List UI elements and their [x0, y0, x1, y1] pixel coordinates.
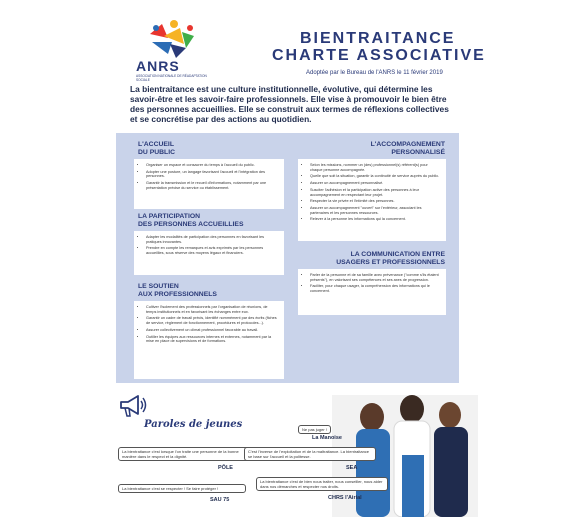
- page-title-line1: BIENTRAITANCE: [300, 30, 456, 47]
- list-item: • Assurer collectivement un climat professionnel favorable au travail.: [146, 328, 278, 333]
- list-item: • Prendre en compte les remarques et avis exprimés par les personnes accueillies, sous réserve des moyens légaux et financiers.: [146, 246, 278, 255]
- card-soutien: [134, 301, 284, 379]
- list-item: • Organiser un espace et consacrer du temps à l'accueil du public.: [146, 163, 278, 168]
- intro-paragraph: La bientraitance est une culture institutionnelle, évolutive, qui détermine les savoir-être et les savoir-faire professionnels. Elle vise à promouvoir le bien être des personnes accueillies. Elle se construit aux termes de réflexions collectives et se concrétise par des actions au quotidien.: [130, 84, 449, 124]
- quote-author: La Manoise: [312, 435, 342, 441]
- quote-author: CHRS l'Airial: [328, 495, 362, 501]
- list-item: • Garantir un cadre de travail précis, identifié nommément par des écrits (fiches de service, règlement de fonctionnement, procédures et protocoles...).: [146, 316, 278, 325]
- list-item: • Assurer un accompagnement personnalisé.: [310, 181, 440, 186]
- megaphone-icon: [118, 393, 148, 419]
- list-item: • Adapter les modalités de participation des personnes en favorisant les pratiques innovantes.: [146, 235, 278, 244]
- list-item: • Adopter une posture, un langage favorisant l'accueil et l'intégration des personnes.: [146, 170, 278, 179]
- list-item: • Cultiver l'isolement des professionnels par l'organisation de réunions, de temps institutionnels et en favorisant les échanges entre eux.: [146, 305, 278, 314]
- quote-bubble: Ne pas juger !: [298, 425, 331, 434]
- paroles-title: Paroles de jeunes: [144, 419, 243, 430]
- list-item: • Assurer un accompagnement "ouvert" sur l'extérieur, associant les partenaires et les personnes ressources.: [310, 206, 440, 215]
- list-item: • Respecter la vie privée et l'intimité des personnes.: [310, 199, 440, 204]
- card-participation: [134, 231, 284, 275]
- quote-author: SAU 75: [210, 497, 230, 503]
- logo-subtitle: ASSOCIATION NATIONALE DE RÉADAPTATION SOCIALE: [136, 74, 207, 82]
- adoption-date: Adoptée par le Bureau de l'ANRS le 11 février 2019: [306, 70, 443, 76]
- list-item: • Garantir la transmission et le recueil d'informations, notamment par une présentation précise du service ou établissement.: [146, 181, 278, 190]
- list-item: • Outiller les équipes aux ressources internes et externes, notamment par la mise en place de supervisions et de formations.: [146, 335, 278, 344]
- list-item: • Relever à la personne les informations qui la concernent.: [310, 217, 440, 222]
- section-title-communication: LA COMMUNICATION ENTRE USAGERS ET PROFESSIONNELS: [336, 251, 445, 266]
- list-item: • Selon les missions, nommer un (des) professionnel(s) référent(s) pour chaque personne accompagnée.: [310, 163, 440, 172]
- quote-bubble: La bientraitance c'est se respecter ! Se faire protéger !: [118, 484, 246, 493]
- quote-author: SEA: [346, 465, 358, 471]
- list-item: • Susciter l'adhésion et la participation active des personnes à leur accompagnement en respectant leur projet.: [310, 188, 440, 197]
- section-title-accueil: L'ACCUEIL DU PUBLIC: [138, 141, 176, 156]
- list-item: • Parler de la personne et de sa famille avec prévenance ("comme s'ils étaient présents"), en valorisant ses compétences et ses axes de progression.: [310, 273, 440, 282]
- section-title-accompagnement: L'ACCOMPAGNEMENT PERSONNALISÉ: [370, 141, 445, 156]
- logo-name: ANRS: [136, 58, 180, 74]
- card-accompagnement: [298, 159, 446, 241]
- card-communication: [298, 269, 446, 315]
- quote-bubble: C'est l'inverse de l'exploitation et de la maltraitance. La bientraitance se base sur l'accueil et la politesse.: [244, 447, 376, 461]
- charter-panel: [116, 133, 459, 383]
- list-item: • Quelle que soit la situation, garantir la continuité de service auprès du public.: [310, 174, 440, 179]
- section-title-soutien: LE SOUTIEN AUX PROFESSIONNELS: [138, 283, 217, 298]
- card-accueil: [134, 159, 284, 209]
- list-item: • Faciliter, pour chaque usager, la compréhension des informations qui le concernent.: [310, 284, 440, 293]
- section-title-participation: LA PARTICIPATION DES PERSONNES ACCUEILLIES: [138, 213, 244, 228]
- quote-bubble: La bientraitance c'est lorsque l'on traite une personne de la bonne manière dans le respect et la dignité.: [118, 447, 254, 461]
- quote-author: PÔLE: [218, 465, 233, 471]
- page-title-line2: CHARTE ASSOCIATIVE: [272, 47, 486, 64]
- quote-bubble: La bientraitance c'est de bien nous traiter, nous conseiller, nous aider dans nos démarches et respecter nos droits.: [256, 477, 388, 491]
